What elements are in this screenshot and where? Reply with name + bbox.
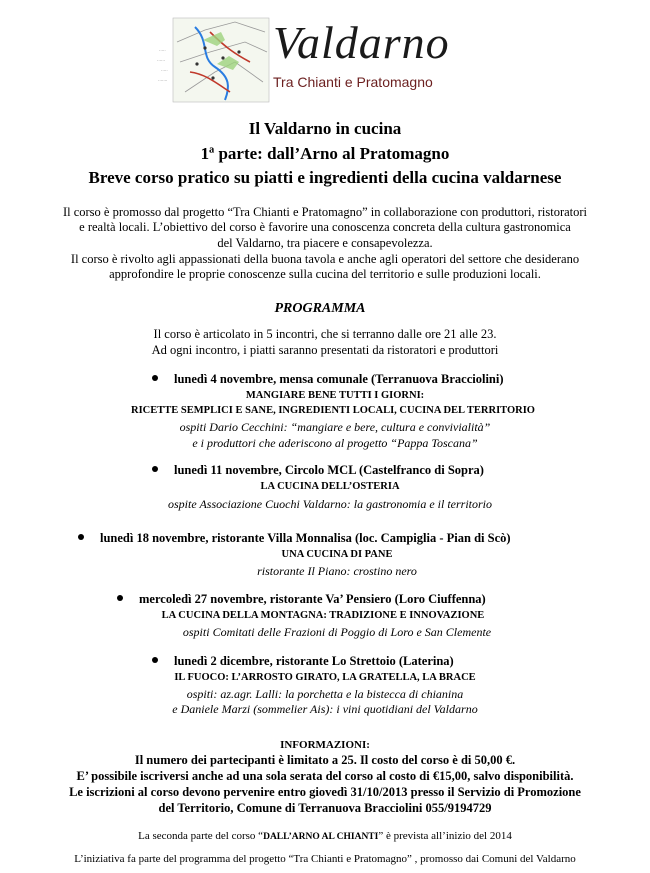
bullet-icon bbox=[78, 534, 84, 540]
intro-line: approfondire le proprie conoscenze sulla cucina del territorio e sulle produzioni locali. bbox=[109, 267, 541, 281]
event-4-guest: ospiti Comitati delle Frazioni di Poggio di Loro e San Clemente bbox=[182, 625, 492, 639]
header-line-2: 1ª parte: dall’Arno al Pratomagno bbox=[200, 144, 450, 163]
intro-line: Il corso è rivolto agli appassionati della buona tavola e anche agli operatori del settore che desiderano bbox=[70, 252, 580, 266]
event-1-title: lunedì 4 novembre, mensa comunale (Terranuova Bracciolini) bbox=[152, 372, 504, 387]
programma-line-1: Il corso è articolato in 5 incontri, che si terranno dalle ore 21 alle 23. bbox=[153, 327, 497, 341]
svg-text:·····: ····· bbox=[161, 68, 168, 73]
event-3-guest: ristorante Il Piano: crostino nero bbox=[257, 564, 417, 578]
bullet-icon bbox=[117, 595, 123, 601]
intro-line: Il corso è promosso dal progetto “Tra Chianti e Pratomagno” in collaborazione con produttori, ristoratori bbox=[62, 205, 588, 219]
bullet-icon bbox=[152, 375, 158, 381]
event-1-theme: MANGIARE BENE TUTTI I GIORNI: bbox=[245, 390, 425, 401]
header-line-1: Il Valdarno in cucina bbox=[248, 119, 402, 138]
event-1-guest: e i produttori che aderiscono al progetto “Pappa Toscana” bbox=[192, 436, 478, 450]
event-3-title: lunedì 18 novembre, ristorante Villa Monnalisa (loc. Campiglia - Pian di Scò) bbox=[78, 531, 511, 546]
event-5-guest: ospiti: az.agr. Lalli: la porchetta e la bistecca di chianina bbox=[186, 687, 464, 701]
intro-line: e realtà locali. L’obiettivo del corso è favorire una conoscenza concreta della cultura gastronomica bbox=[79, 220, 571, 234]
info-line-3: Le iscrizioni al corso devono pervenire entro giovedì 31/10/2013 presso il Servizio di Promozione bbox=[69, 785, 581, 799]
footer-credit: L’iniziativa fa parte del programma del progetto “Tra Chianti e Pratomagno” , promosso dai Comuni del Valdarno bbox=[74, 853, 576, 865]
svg-text:······: ······ bbox=[157, 58, 165, 63]
info-line-4: del Territorio, Comune di Terranuova Bracciolini 055/9194729 bbox=[158, 801, 492, 815]
event-4-theme: LA CUCINA DELLA MONTAGNA: TRADIZIONE E INNOVAZIONE bbox=[161, 610, 485, 621]
header-line-3: Breve corso pratico su piatti e ingredienti della cucina valdarnese bbox=[88, 168, 562, 187]
svg-text:·······: ······· bbox=[158, 78, 168, 83]
programma-line-2: Ad ogni incontro, i piatti saranno presentati da ristoratori e produttori bbox=[151, 343, 499, 357]
valdarno-map-icon bbox=[155, 12, 273, 107]
event-1-guest: ospiti Dario Cecchini: “mangiare e bere, cultura e convivialità” bbox=[179, 420, 491, 434]
bullet-icon bbox=[152, 657, 158, 663]
event-5-theme: IL FUOCO: L’ARROSTO GIRATO, LA GRATELLA, LA BRACE bbox=[174, 672, 476, 683]
logo-title: Valdarno bbox=[273, 17, 450, 68]
event-2-theme: LA CUCINA DELL’OSTERIA bbox=[260, 481, 400, 492]
logo bbox=[155, 12, 495, 107]
bullet-icon bbox=[152, 466, 158, 472]
info-heading: INFORMAZIONI: bbox=[280, 739, 370, 751]
event-5-title: lunedì 2 dicembre, ristorante Lo Strettoio (Laterina) bbox=[152, 654, 454, 669]
event-2-guest: ospite Associazione Cuochi Valdarno: la gastronomia e il territorio bbox=[168, 497, 492, 511]
event-4-title: mercoledì 27 novembre, ristorante Va’ Pensiero (Loro Ciuffenna) bbox=[117, 592, 486, 607]
intro-line: del Valdarno, tra piacere e consapevolezza. bbox=[217, 236, 433, 250]
svg-text:·····: ····· bbox=[159, 48, 166, 53]
info-line-1: Il numero dei partecipanti è limitato a 25. Il costo del corso è di 50,00 €. bbox=[134, 753, 516, 767]
event-3-theme: UNA CUCINA DI PANE bbox=[281, 549, 393, 560]
logo-subtitle: Tra Chianti e Pratomagno bbox=[273, 74, 433, 90]
info-line-2: E’ possibile iscriversi anche ad una sola serata del corso al costo di €15,00, salvo disponibilità. bbox=[76, 769, 574, 783]
event-5-guest: e Daniele Marzi (sommelier Ais): i vini quotidiani del Valdarno bbox=[172, 702, 478, 716]
programma-heading: PROGRAMMA bbox=[274, 301, 366, 316]
footer-note: La seconda parte del corso “DALL’ARNO AL CHIANTI” è prevista all’inizio del 2014 bbox=[138, 830, 512, 842]
event-2-title: lunedì 11 novembre, Circolo MCL (Castelfranco di Sopra) bbox=[152, 463, 484, 478]
event-1-theme: RICETTE SEMPLICI E SANE, INGREDIENTI LOCALI, CUCINA DEL TERRITORIO bbox=[131, 405, 535, 416]
